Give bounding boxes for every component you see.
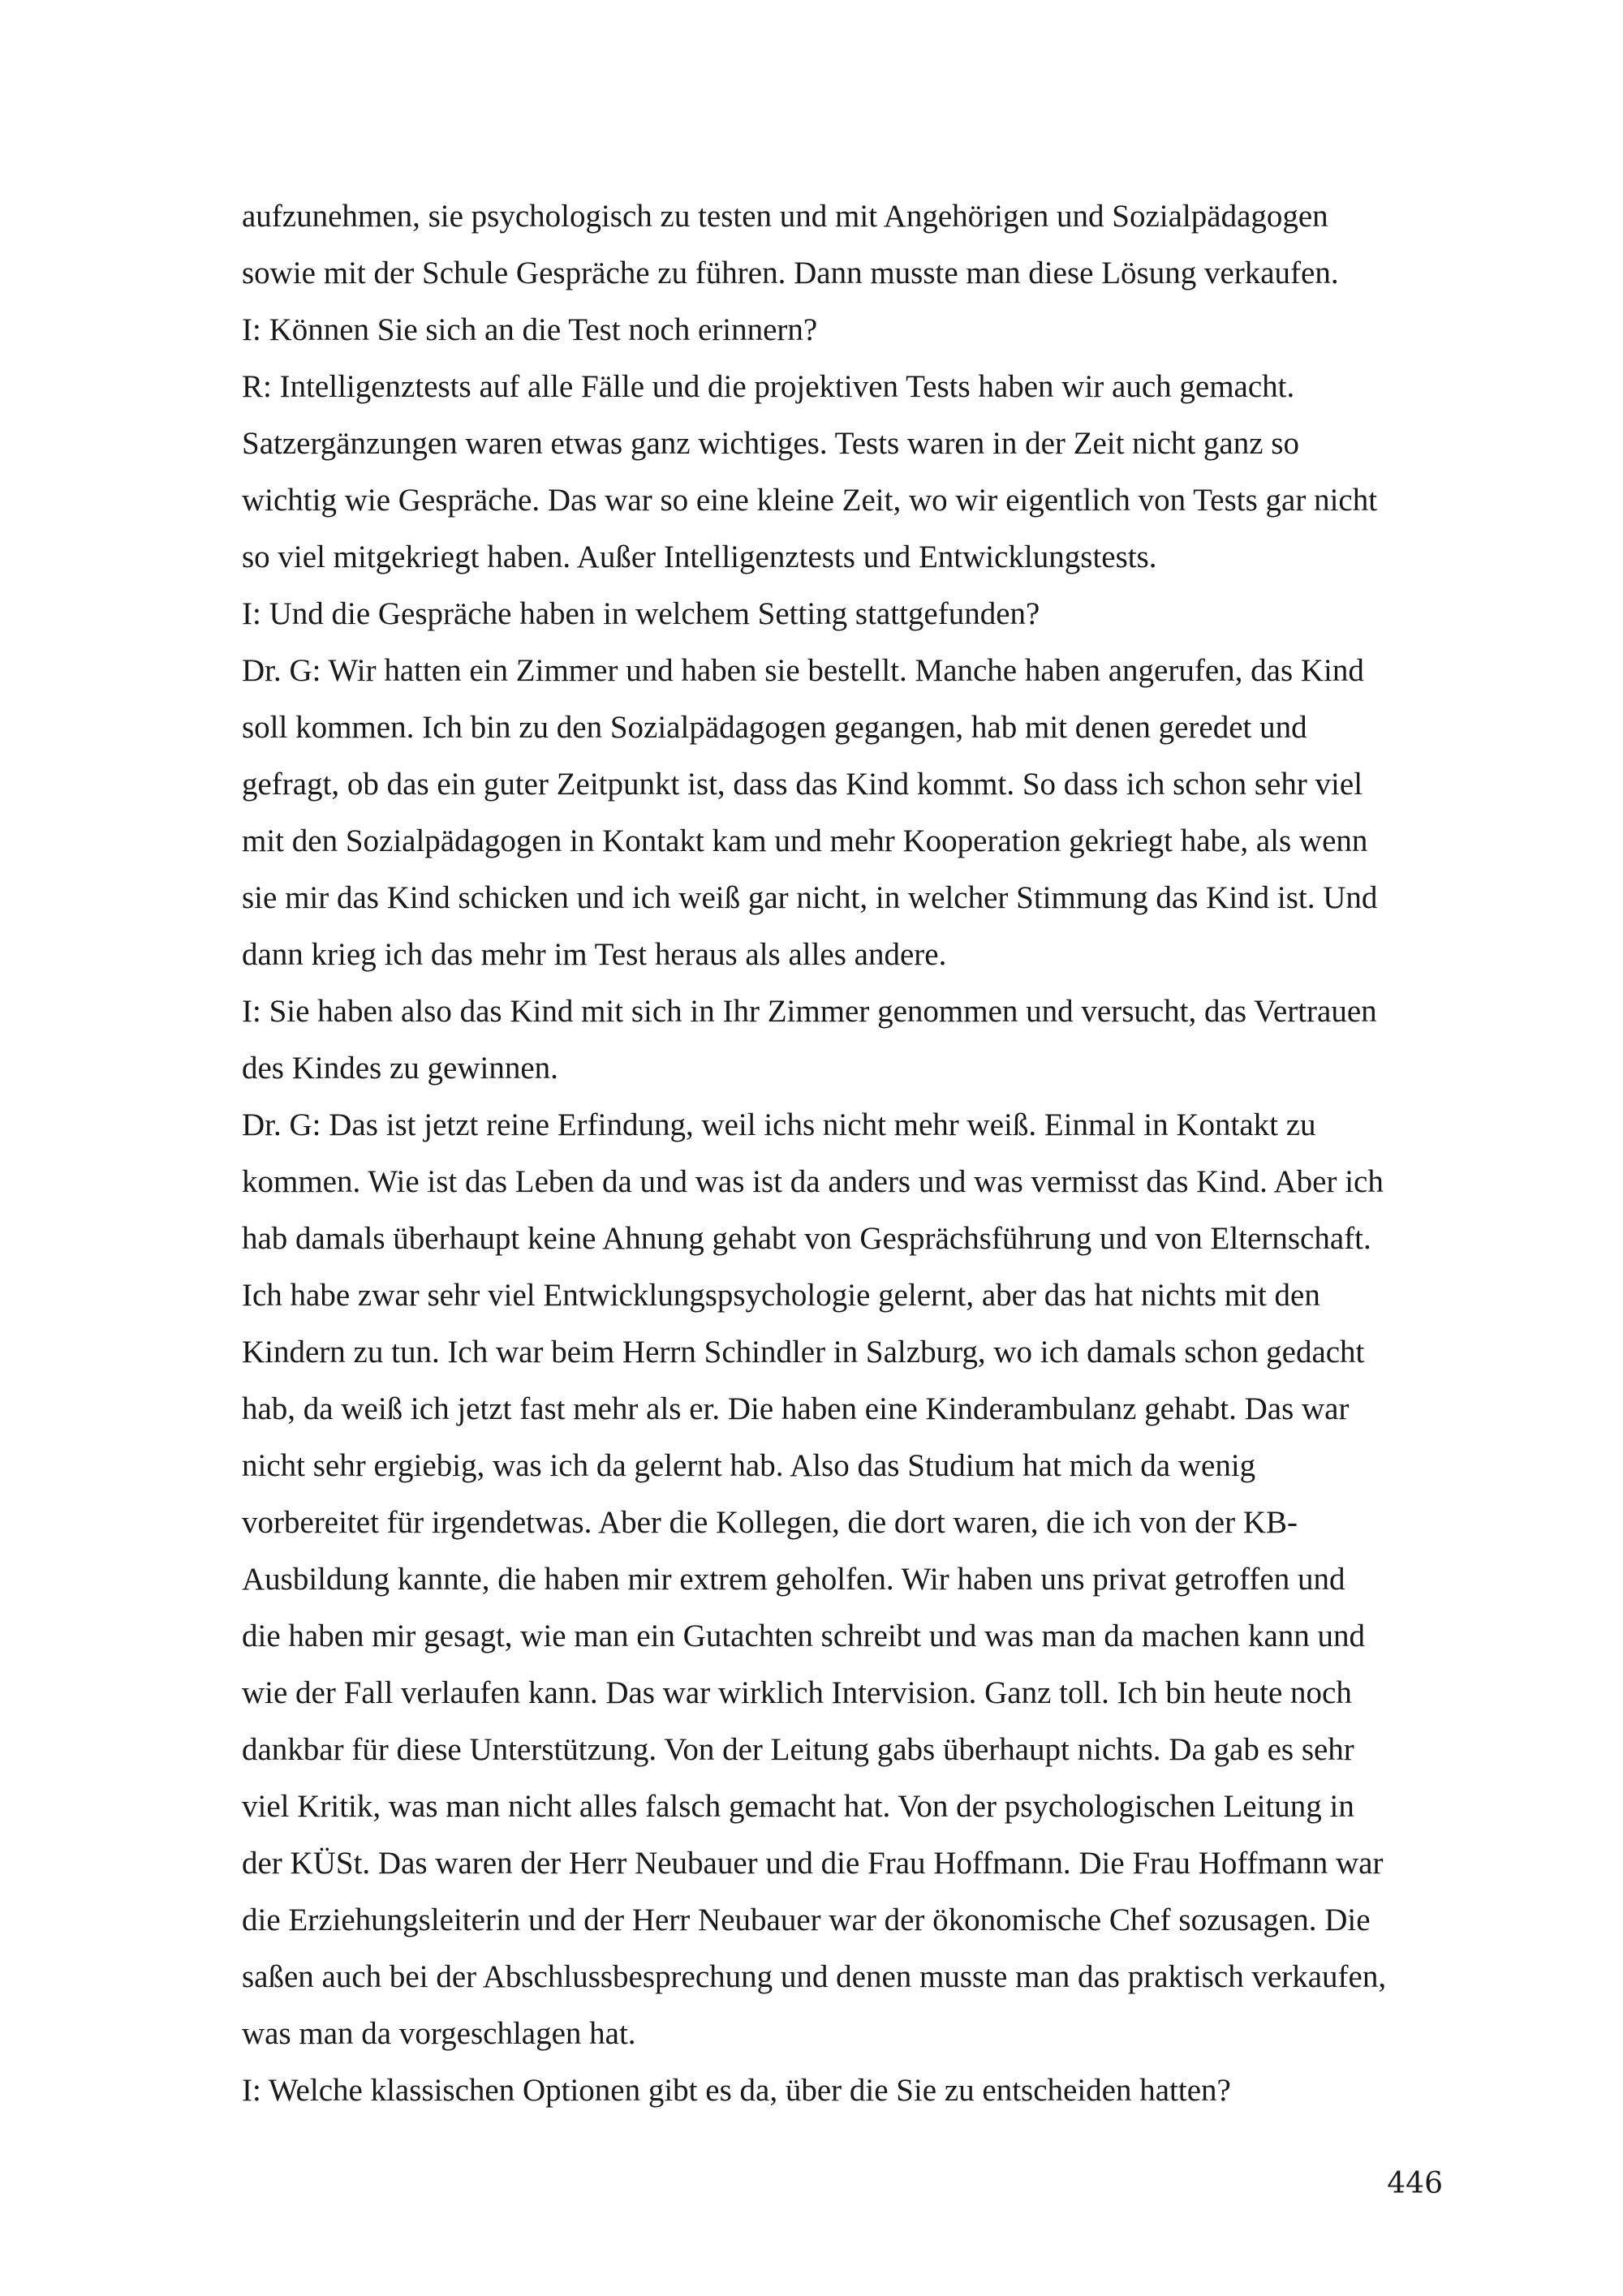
text-line: dann krieg ich das mehr im Test heraus als alles andere.	[242, 937, 947, 972]
text-line: des Kindes zu gewinnen.	[242, 1051, 558, 1086]
text-line: nicht sehr ergiebig, was ich da gelernt hab. Also das Studium hat mich da wenig	[242, 1448, 1256, 1483]
text-line: I: Und die Gespräche haben in welchem Setting stattgefunden?	[242, 596, 1040, 631]
transcript-body	[242, 188, 1443, 2119]
text-line: Satzergänzungen waren etwas ganz wichtiges. Tests waren in der Zeit nicht ganz so	[242, 426, 1299, 461]
text-line: wichtig wie Gespräche. Das war so eine kleine Zeit, wo wir eigentlich von Tests gar nicht	[242, 483, 1378, 518]
text-line: sie mir das Kind schicken und ich weiß gar nicht, in welcher Stimmung das Kind ist. Und	[242, 880, 1378, 915]
text-line: I: Welche klassischen Optionen gibt es da, über die Sie zu entscheiden hatten?	[242, 2073, 1231, 2108]
text-line: I: Können Sie sich an die Test noch erinnern?	[242, 312, 818, 347]
text-line: dankbar für diese Unterstützung. Von der Leitung gabs überhaupt nichts. Da gab es sehr	[242, 1732, 1354, 1767]
text-line: die Erziehungsleiterin und der Herr Neubauer war der ökonomische Chef sozusagen. Die	[242, 1903, 1371, 1937]
text-line: wie der Fall verlaufen kann. Das war wirklich Intervision. Ganz toll. Ich bin heute noch	[242, 1675, 1352, 1710]
text-line: viel Kritik, was man nicht alles falsch gemacht hat. Von der psychologischen Leitung in	[242, 1789, 1354, 1824]
page-number: 446	[1387, 2167, 1443, 2200]
text-line: der KÜSt. Das waren der Herr Neubauer und die Frau Hoffmann. Die Frau Hoffmann war	[242, 1846, 1384, 1881]
text-line: sowie mit der Schule Gespräche zu führen. Dann musste man diese Lösung verkaufen.	[242, 256, 1339, 290]
text-line: saßen auch bei der Abschlussbesprechung und denen musste man das praktisch verkaufen,	[242, 1959, 1387, 1994]
text-line: I: Sie haben also das Kind mit sich in Ihr Zimmer genommen und versucht, das Vertrauen	[242, 994, 1377, 1029]
text-line: aufzunehmen, sie psychologisch zu testen und mit Angehörigen und Sozialpädagogen	[242, 199, 1328, 234]
text-line: Dr. G: Das ist jetzt reine Erfindung, weil ichs nicht mehr weiß. Einmal in Kontakt zu	[242, 1107, 1316, 1142]
text-line: hab, da weiß ich jetzt fast mehr als er. Die haben eine Kinderambulanz gehabt. Das war	[242, 1391, 1350, 1426]
text-line: mit den Sozialpädagogen in Kontakt kam und mehr Kooperation gekriegt habe, als wenn	[242, 823, 1368, 858]
text-line: gefragt, ob das ein guter Zeitpunkt ist, dass das Kind kommt. So dass ich schon sehr viel	[242, 767, 1363, 802]
text-line: soll kommen. Ich bin zu den Sozialpädagogen gegangen, hab mit denen geredet und	[242, 710, 1307, 745]
text-line: Ich habe zwar sehr viel Entwicklungspsychologie gelernt, aber das hat nichts mit den	[242, 1278, 1320, 1313]
text-line: kommen. Wie ist das Leben da und was ist da anders und was vermisst das Kind. Aber ich	[242, 1164, 1384, 1199]
text-line: hab damals überhaupt keine Ahnung gehabt von Gesprächsführung und von Elternschaft.	[242, 1221, 1371, 1256]
text-line: so viel mitgekriegt haben. Außer Intelligenztests und Entwicklungstests.	[242, 540, 1157, 574]
text-line: Kindern zu tun. Ich war beim Herrn Schindler in Salzburg, wo ich damals schon gedacht	[242, 1335, 1365, 1369]
text-line: Dr. G: Wir hatten ein Zimmer und haben sie bestellt. Manche haben angerufen, das Kind	[242, 653, 1364, 688]
text-line: R: Intelligenztests auf alle Fälle und die projektiven Tests haben wir auch gemacht.	[242, 369, 1295, 404]
text-line: die haben mir gesagt, wie man ein Gutachten schreibt und was man da machen kann und	[242, 1619, 1366, 1653]
text-line: vorbereitet für irgendetwas. Aber die Kollegen, die dort waren, die ich von der KB-	[242, 1505, 1298, 1540]
text-line: Ausbildung kannte, die haben mir extrem geholfen. Wir haben uns privat getroffen und	[242, 1562, 1345, 1597]
text-line: was man da vorgeschlagen hat.	[242, 2016, 636, 2051]
